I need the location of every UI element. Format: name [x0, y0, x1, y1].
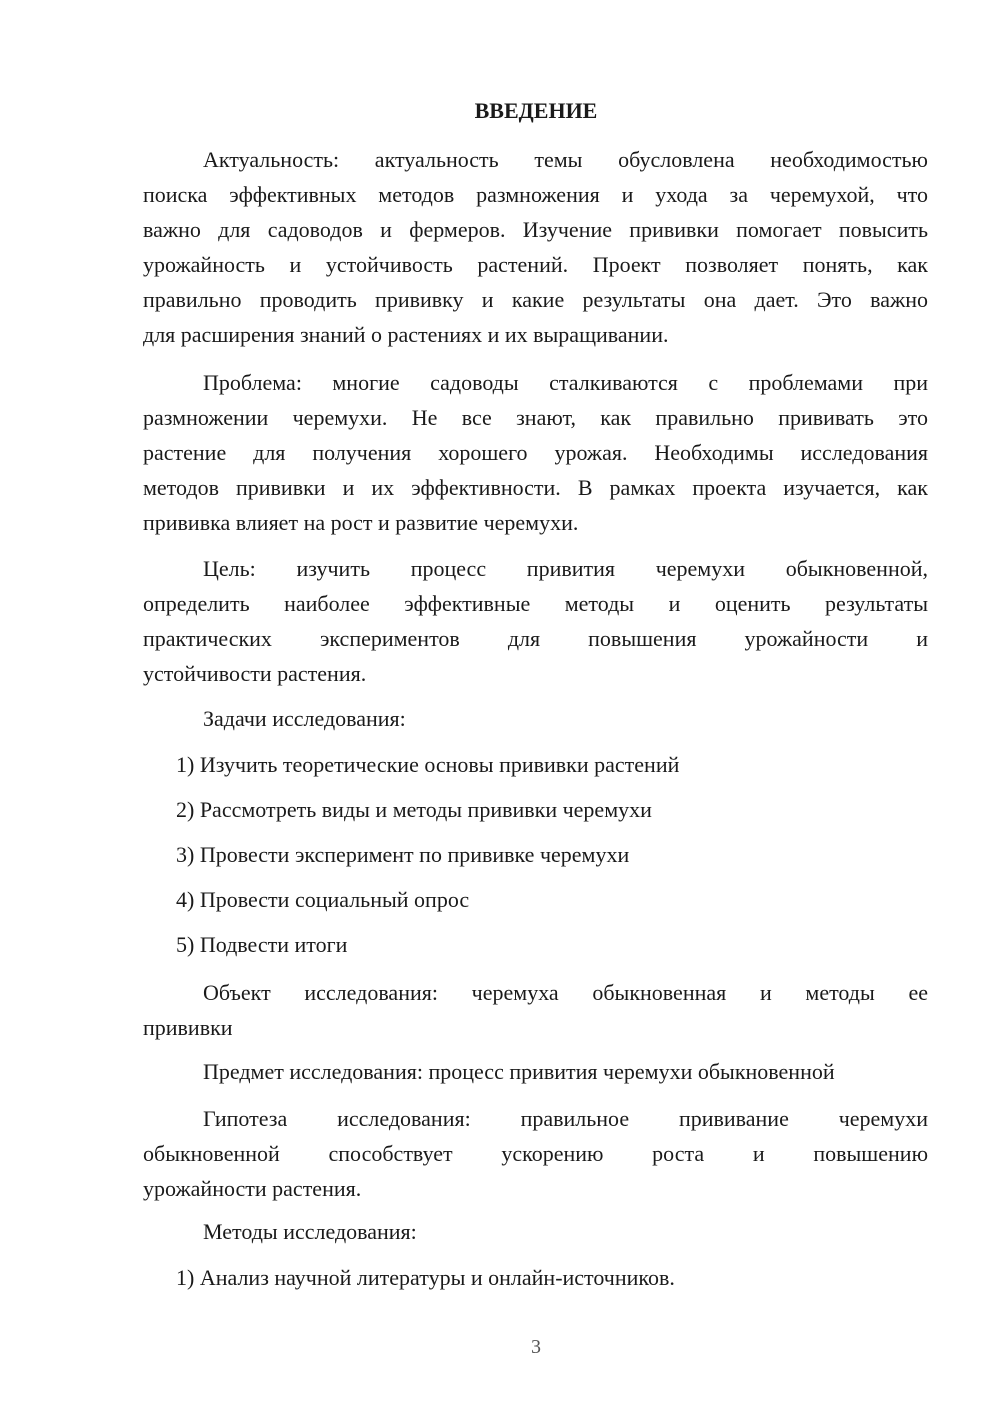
- paragraph-line: урожайности растения.: [143, 1176, 362, 1201]
- paragraph-line: поиска эффективных методов размножения и ухода за черемухой, что: [143, 182, 928, 207]
- paragraph-line: устойчивости растения.: [143, 661, 367, 686]
- task-item: 1) Изучить теоретические основы прививки растений: [176, 752, 680, 777]
- task-item: 3) Провести эксперимент по прививке черемухи: [176, 842, 630, 867]
- paragraph-line: Объект исследования: черемуха обыкновенная и методы ее: [203, 980, 928, 1005]
- problem-paragraph: [143, 365, 928, 540]
- paragraph-line: прививки: [143, 1015, 233, 1040]
- goal-paragraph: [143, 551, 928, 691]
- paragraph-line: Гипотеза исследования: правильное прививание черемухи: [203, 1106, 928, 1131]
- paragraph-line: правильно проводить прививку и какие результаты она дает. Это важно: [143, 287, 928, 312]
- page-number: 3: [531, 1336, 541, 1358]
- paragraph-line: Цель: изучить процесс привития черемухи обыкновенной,: [203, 556, 928, 581]
- tasks-label: Задачи исследования:: [203, 706, 406, 731]
- paragraph-line: для расширения знаний о растениях и их выращивании.: [143, 322, 669, 347]
- task-item: 5) Подвести итоги: [176, 932, 348, 957]
- section-heading: ВВЕДЕНИЕ: [474, 98, 598, 123]
- paragraph-line: методов прививки и их эффективности. В рамках проекта изучается, как: [143, 475, 928, 500]
- method-item: 1) Анализ научной литературы и онлайн-источников.: [176, 1265, 675, 1290]
- paragraph-line: размножении черемухи. Не все знают, как правильно прививать это: [143, 405, 928, 430]
- task-item: 4) Провести социальный опрос: [176, 887, 470, 912]
- paragraph-line: Актуальность: актуальность темы обусловлена необходимостью: [203, 147, 928, 172]
- subject-line: Предмет исследования: процесс привития черемухи обыкновенной: [203, 1059, 835, 1084]
- paragraph-line: растение для получения хорошего урожая. Необходимы исследования: [143, 440, 928, 465]
- task-item: 2) Рассмотреть виды и методы прививки черемухи: [176, 797, 652, 822]
- object-paragraph: [143, 975, 928, 1045]
- paragraph-line: Проблема: многие садоводы сталкиваются с проблемами при: [203, 370, 928, 395]
- paragraph-line: важно для садоводов и фермеров. Изучение прививки помогает повысить: [143, 217, 928, 242]
- paragraph-line: обыкновенной способствует ускорению роста и повышению: [143, 1141, 928, 1166]
- methods-label: Методы исследования:: [203, 1219, 417, 1244]
- paragraph-line: определить наиболее эффективные методы и оценить результаты: [143, 591, 928, 616]
- paragraph-line: урожайность и устойчивость растений. Проект позволяет понять, как: [143, 252, 928, 277]
- hypothesis-paragraph: [143, 1101, 928, 1206]
- paragraph-line: прививка влияет на рост и развитие черемухи.: [143, 510, 579, 535]
- paragraph-line: практических экспериментов для повышения урожайности и: [143, 626, 928, 651]
- relevance-paragraph: [143, 142, 928, 352]
